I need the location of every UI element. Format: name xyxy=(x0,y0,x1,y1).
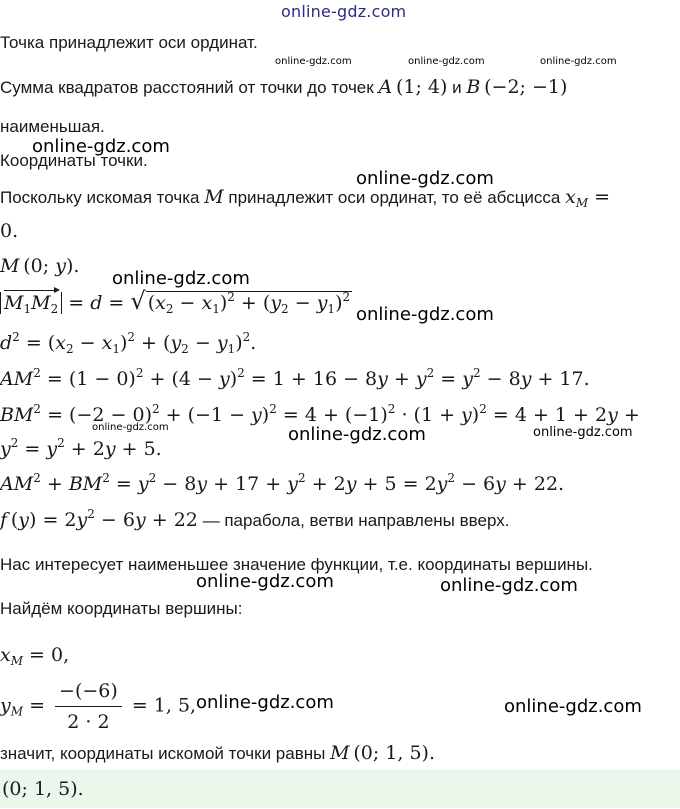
interest-line: Нас интересует наименьшее значение функции, т.е. координаты вершины. xyxy=(0,555,593,574)
since-text-b: принадлежит оси ординат, то её абсцисса xyxy=(223,188,566,207)
conclusion-line xyxy=(0,742,435,765)
answer-box xyxy=(0,770,680,808)
since-text-a: Поскольку искомая точка xyxy=(0,188,205,207)
formula-zero: 0. xyxy=(0,220,19,242)
answer-value: (0; 1, 5). xyxy=(2,778,84,800)
formula-ym: $y_M$ = $\frac{-(-6)}{2 \cdot 2}$ = 1, 5, xyxy=(0,680,197,733)
watermark-small: online-gdz.com xyxy=(408,56,485,67)
watermark-small: online-gdz.com xyxy=(540,56,617,67)
watermark-big: online-gdz.com xyxy=(112,268,250,289)
formula-bm-squared: $BM^2 = (-2 - 0)^2 + (-1 - y)^2 = 4 + (-1)^2 \cdot (1 + y)^2 = 4 + 1 + 2y$ + xyxy=(0,402,640,426)
since-line xyxy=(0,186,610,209)
watermark-big: online-gdz.com xyxy=(196,571,334,592)
watermark-big: online-gdz.com xyxy=(504,696,642,717)
watermark-medium: online-gdz.com xyxy=(533,425,633,440)
given-line-2-and: и xyxy=(447,78,467,97)
given-line-2-text: Сумма квадратов расстояний от точки до точек xyxy=(0,78,379,97)
given-line-2 xyxy=(0,76,567,99)
watermark-big: online-gdz.com xyxy=(32,136,170,157)
formula-d-squared: $d^2 = (x_2 - x_1)^2 + (y_2 - y_1)^2$. xyxy=(0,330,257,356)
watermark-big: online-gdz.com xyxy=(288,424,426,445)
watermark-big: online-gdz.com xyxy=(356,304,494,325)
find-line: Координаты точки. xyxy=(0,151,148,170)
given-line-3: наименьшая. xyxy=(0,117,105,136)
watermark-big: online-gdz.com xyxy=(440,575,578,596)
watermark-top: online-gdz.com xyxy=(281,2,407,21)
formula-m: M xyxy=(204,186,224,208)
watermark-small: online-gdz.com xyxy=(275,56,352,67)
conclusion-text: значит, координаты искомой точки равны xyxy=(0,744,331,763)
formula-bm-squared-cont: $y^2 = y^2 + 2y + 5$. xyxy=(0,436,162,460)
watermark-big: online-gdz.com xyxy=(196,692,334,713)
parabola-text: — парабола, ветви направлены вверх. xyxy=(197,511,510,530)
formula-sum: $AM^2 + BM^2 = y^2 - 8y + 17 + y^2 + 2y + 5 = 2y^2 - 6y + 22$. xyxy=(0,471,565,495)
watermark-small: online-gdz.com xyxy=(92,422,169,433)
formula-f: f $(y) = 2y^2 - 6y + 22$ xyxy=(0,507,198,531)
formula-result-point: M (0; 1, 5). xyxy=(330,742,436,764)
formula-distance: $M_1M_2 = d$ = √ $(x_2 - x_1)^2 + (y_2 - y_1)^2$ xyxy=(0,290,352,314)
watermark-big: online-gdz.com xyxy=(356,168,494,189)
formula-am-squared: $AM^2 = (1 - 0)^2 + (4 - y)^2 = 1 + 16 - 8y + y^2 = y^2 - 8y + 17$. xyxy=(0,366,590,390)
formula-xm: $x_M$ = xyxy=(565,186,611,210)
parabola-line xyxy=(0,509,509,532)
vertex-line: Найдём координаты вершины: xyxy=(0,599,243,618)
given-line-1: Точка принадлежит оси ординат. xyxy=(0,33,258,52)
formula-point-a: A (1; 4) xyxy=(378,76,448,98)
formula-xm-zero: $x_M = 0$, xyxy=(0,644,70,668)
formula-point-b: B (−2; −1) xyxy=(466,76,568,98)
formula-m-point: M (0; y). xyxy=(0,255,80,277)
